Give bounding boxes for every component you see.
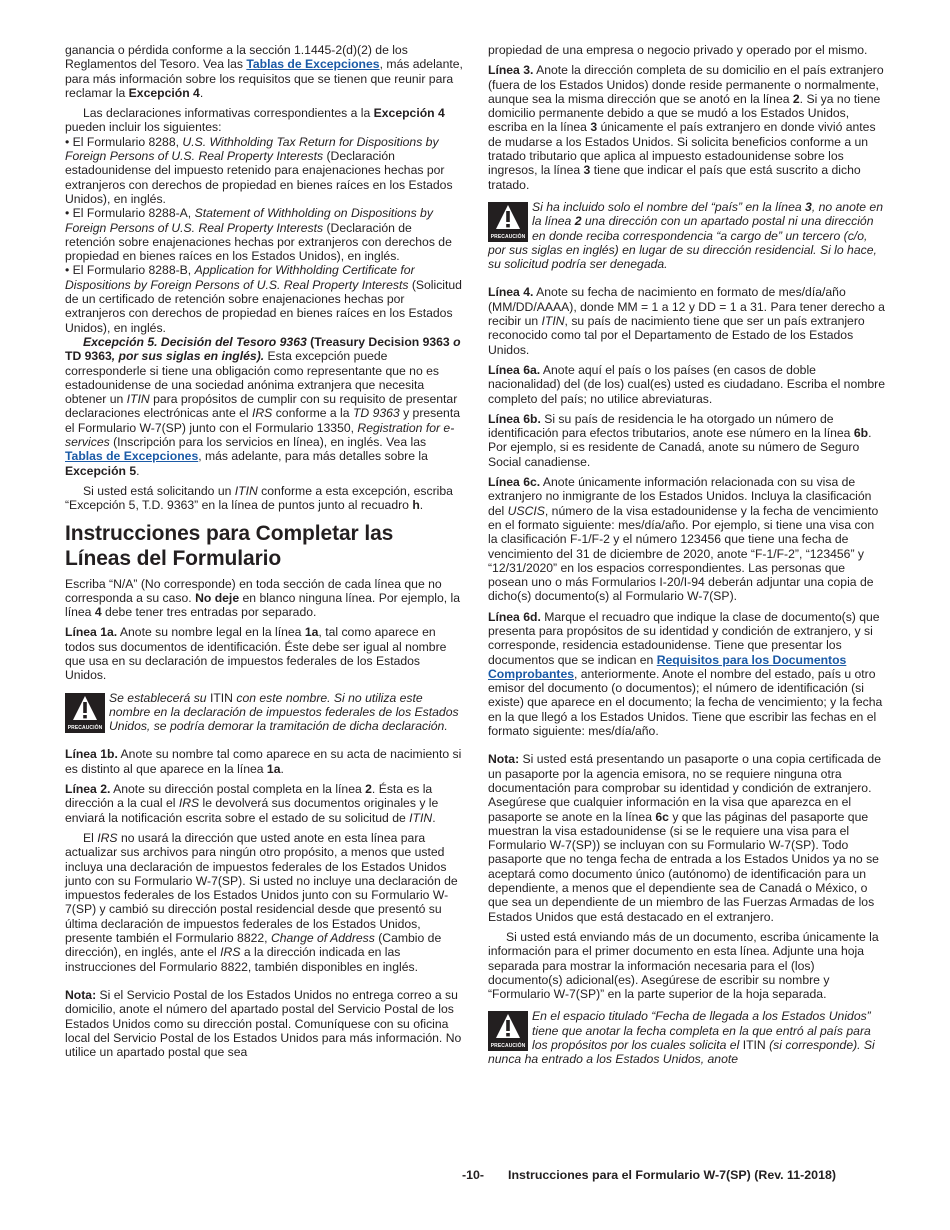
footer-title: Instrucciones para el Formulario W-7(SP) (Rev. 11-2018) bbox=[508, 1168, 836, 1182]
page-footer bbox=[0, 1168, 950, 1188]
line-6d-paragraph: Línea 6d. Marque el recuadro que indique la clase de documento(s) que presenta para propósitos de su identidad y condición de extranjero, y si corresponde, residencia estadounidense. Tiene que presentar los documentos que se indican en Requisitos para los Documentos Comprobantes, anteriormente. Anote el nombre del estado, país u otro emisor del documento (o documentos); el número de identificación (si existe) que aparece en el documento; la fecha de vencimiento; y la fecha en la que llegó a los Estados Unidos. Tiene que escribir las fechas en el formato siguiente: mes/día/año. bbox=[488, 609, 883, 739]
line-6a-paragraph: Línea 6a. Anote aquí el país o los países (en casos de doble nacionalidad) del (de los) cual(es) usted es ciudadano. Escriba el nombre completo del país; no utilice abreviaturas. bbox=[488, 362, 885, 406]
paragraph: Las declaraciones informativas correspondientes a la Excepción 4 pueden incluir los siguientes: bbox=[65, 106, 445, 135]
list-item: • El Formulario 8288-A, Statement of Withholding on Dispositions by Foreign Persons of U.S. Real Property Interests (Declaración de retención sobre enajenaciones hechas por extranjeros con derechos de propiedad en bienes raíces en los Estados Unidos), en inglés. bbox=[65, 206, 452, 264]
line-6b-paragraph: Línea 6b. Si su país de residencia le ha otorgado un número de identificación para efectos tributarios, anote ese número en la línea 6b. Por ejemplo, si es residente de Canadá, anote su número de Seguro Social canadiense. bbox=[488, 411, 872, 469]
right-column bbox=[488, 43, 886, 1081]
line-3-paragraph: Línea 3. Anote la dirección completa de su domicilio en el país extranjero (fuera de los Estados Unidos) donde reside permanente o normalmente, aunque sea la misma dirección que se anotó en la línea 2. Si ya no tiene domicilio permanente debido a que se mudó a los Estados Unidos, escriba en la línea 3 únicamente el país extranjero en donde vivió antes de mudarse a los Estados Unidos. Si solicita beneficios conforme a un tratado tributario que aplica al impuesto estadounidense sobre los ingresos, la línea 3 tiene que indicar el país que está suscrito a dicho tratado. bbox=[488, 63, 884, 192]
caution-icon bbox=[65, 693, 105, 733]
caution-note: PRECAUCIÓN Si ha incluido solo el nombre del “país” en la línea 3, no anote en la línea 2 una dirección con un apartado postal ni una dirección en donde reciba correspondencia “a cargo de” un tercero (c/o, por sus siglas en inglés) en lugar de su dirección residencial. Si lo hace, su solicitud podría ser denegada. bbox=[488, 199, 883, 272]
caution-note: PRECAUCIÓN En el espacio titulado “Fecha de llegada a los Estados Unidos” tiene que anotar la fecha completa en la que entró al país para los propósitos por los cuales solicita el ITIN (si corresponde). Si nunca ha entrado a los Estados Unidos, anote bbox=[488, 1009, 875, 1067]
warning-icon bbox=[495, 204, 521, 230]
paragraph: Si usted está solicitando un ITIN conforme a esta excepción, escriba “Excepción 5, T.D. 9363” en la línea de puntos junto al recuadro h. bbox=[65, 483, 453, 513]
page-number: -10- bbox=[462, 1168, 485, 1182]
warning-icon bbox=[72, 695, 98, 721]
left-column bbox=[65, 43, 463, 1065]
tablas-de-excepciones-link[interactable]: Tablas de Excepciones bbox=[65, 449, 199, 464]
requisitos-documentos-link[interactable]: Requisitos para los Documentos Comprobantes bbox=[488, 652, 847, 681]
line-4-paragraph: Línea 4. Anote su fecha de nacimiento en formato de mes/día/año (MM/DD/AAAA), donde MM = 1 a 12 y DD = 1 a 31. Para tener derecho a recibir un ITIN, su país de nacimiento tiene que ser un país extranjero reconocido como tal por el Departamento de Estado de los Estados Unidos. bbox=[488, 285, 885, 357]
line-2-paragraph: Línea 2. Anote su dirección postal completa en la línea 2. Ésta es la dirección a la cual el IRS le devolverá sus documentos originales y le enviará la notificación escrita sobre el estado de su solicitud de ITIN. bbox=[65, 782, 439, 825]
note-paragraph: Nota: Si el Servicio Postal de los Estados Unidos no entrega correo a su domicilio, anote el número del apartado postal del Servicio Postal de los Estados Unidos como su dirección postal. Comuníquese con su oficina local del Servicio Postal de los Estados Unidos para más información. No utilice un apartado postal que sea bbox=[65, 987, 462, 1060]
paragraph-exception-5: Excepción 5. Decisión del Tesoro 9363 (Treasury Decision 9363 o TD 9363, por sus siglas en inglés). Esta excepción puede corresponderle si tiene una obligación como representante que no es estadounidense de una sociedad anónima extranjera que necesita obtener un ITIN para propósitos de cumplir con su requisito de presentar declaraciones electrónicas ante el IRS conforme a la TD 9363 y presenta el Formulario W-7(SP) junto con el Formulario 13350, Registration for e-services (Inscripción para los servicios en línea), en inglés. Vea las Tablas de Excepciones, más adelante, para más detalles sobre la Excepción 5. bbox=[65, 334, 461, 478]
warning-icon bbox=[495, 1013, 521, 1039]
caution-label: PRECAUCIÓN bbox=[490, 233, 526, 240]
form-list bbox=[65, 135, 463, 335]
caution-icon bbox=[488, 202, 528, 242]
paragraph: Escriba “N/A” (No corresponde) en toda sección de cada línea que no corresponda a su caso. No deje en blanco ninguna línea. Por ejemplo, la línea 4 debe tener tres entradas por separado. bbox=[65, 576, 460, 620]
caution-label: PRECAUCIÓN bbox=[490, 1043, 526, 1050]
caution-icon bbox=[488, 1011, 528, 1051]
line-6c-paragraph: Línea 6c. Anote únicamente información relacionada con su visa de extranjero no inmigrante de los Estados Unidos. Incluya la clasificación del USCIS, número de la visa estadounidense y la fecha de vencimiento en el formato siguiente: mes/día/año. Por ejemplo, si tiene una visa con la clasificación F-1/F-2 y el número 123456 que tiene una fecha de vencimiento del 31 de diciembre de 2020, anote “F-1/F-2”, “123456” y “12/31/2020” en los espacios correspondientes. Las personas que posean uno o más Formularios I-20/I-94 deberán adjuntar una copia de dicho(s) documento(s) al Formulario W-7(SP). bbox=[488, 475, 879, 604]
paragraph: propiedad de una empresa o negocio privado y operado por el mismo. bbox=[488, 43, 868, 57]
caution-label: PRECAUCIÓN bbox=[67, 724, 103, 731]
line-1b-paragraph: Línea 1b. Anote su nombre tal como aparece en su acta de nacimiento si es distinto al que aparece en la línea 1a. bbox=[65, 747, 462, 776]
paragraph: ganancia o pérdida conforme a la sección 1.1445-2(d)(2) de los Reglamentos del Tesoro. Vea las Tablas de Excepciones, más adelante, para más información sobre los requisitos que se tienen que reunir para reclamar la Excepción 4. bbox=[65, 43, 463, 100]
list-item: • El Formulario 8288-B, Application for Withholding Certificate for Dispositions by Foreign Persons of U.S. Real Property Interests (Solicitud de un certificado de retención sobre enajenaciones hechas por extranjeros con derechos de propiedad en bienes raíces en los Estados Unidos), en inglés. bbox=[65, 263, 462, 335]
line-1a-paragraph: Línea 1a. Anote su nombre legal en la línea 1a, tal como aparece en todos sus documentos de identificación. Éste debe ser igual al nombre que usa en su declaración de impuestos federales de los Estados Unidos. bbox=[65, 625, 447, 683]
note-paragraph: Nota: Si usted está presentando un pasaporte o una copia certificada de un pasaporte por la agencia emisora, no se requiere ninguna otra documentación para comprobar su identidad y condición de extranjero. Asegúrese que cualquier información en la visa que aparezca en el pasaporte se anote en la línea 6c y que las páginas del pasaporte que muestran la visa estadounidense (si se le requiere una visa para el Formulario W-7(SP)) se incluyan con su Formulario W-7(SP). Todo pasaporte que no tenga fecha de entrada a los Estados Unidos ya no se aceptará como documento único (autónomo) de identificación para un dependiente, a menos que el dependiente sea de Canadá o México, o que sea un dependiente de un miembro de las Fuerzas Armadas de los Estados Unidos que está destacado en el extranjero. bbox=[488, 752, 881, 924]
list-item: • El Formulario 8288, U.S. Withholding Tax Return for Dispositions by Foreign Persons of U.S. Real Property Interests (Declaración estadounidense del impuesto retenido para enajenaciones hechas por extranjeros con derechos de propiedad en bienes raíces en los Estados Unidos), en inglés. bbox=[65, 134, 453, 206]
section-heading: Instrucciones para Completar las Líneas del Formulario bbox=[65, 521, 394, 570]
caution-note: PRECAUCIÓN Se establecerá su ITIN con este nombre. Si no utiliza este nombre en la declaración de impuestos federales de los Estados Unidos, se podría demorar la tramitación de dicha declaración. bbox=[65, 691, 463, 734]
paragraph: El IRS no usará la dirección que usted anote en esta línea para actualizar sus archivos para ningún otro propósito, a menos que usted incluya una declaración de impuestos federales de los Estados Unidos junto con su Formulario W-7(SP). Si usted no incluye una declaración de impuestos federales de los Estados Unidos junto con su Formulario W-7(SP) y cambió su dirección postal residencial desde que presentó su última declaración de impuestos federales de los Estados Unidos, presente también el Formulario 8822, Change of Address (Cambio de dirección), en inglés, ante el IRS a la dirección indicada en las instrucciones del Formulario 8822, también disponibles en inglés. bbox=[65, 830, 458, 974]
paragraph: Si usted está enviando más de un documento, escriba únicamente la información para el primer documento en esta línea. Adjunte una hoja separada para mostrar la información necesaria para el (los) documento(s) adicional(es). Asegúrese de escribir su nombre y “Formulario W-7(SP)” en la parte superior de la hoja separada. bbox=[488, 929, 879, 1002]
tablas-de-excepciones-link[interactable]: Tablas de Excepciones bbox=[246, 57, 380, 72]
